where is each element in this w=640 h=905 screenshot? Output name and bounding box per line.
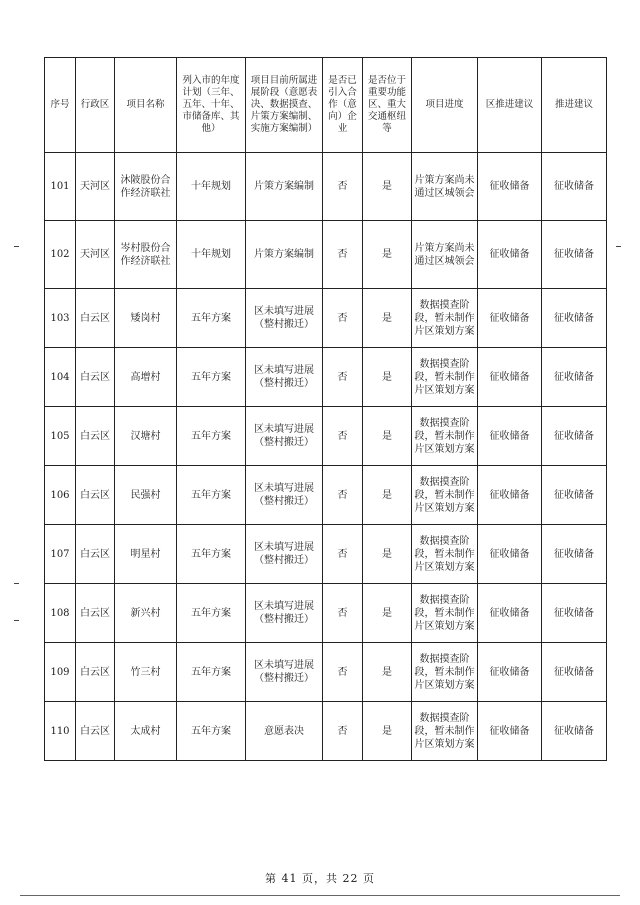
table-cell: 否: [323, 643, 363, 702]
table-cell: 征收储备: [542, 584, 607, 643]
table-cell: 民强村: [115, 466, 177, 525]
table-cell: 五年方案: [177, 289, 246, 348]
table-cell: 五年方案: [177, 643, 246, 702]
table-cell: 征收储备: [542, 466, 607, 525]
table-row: [45, 407, 607, 466]
table-cell: 太成村: [115, 702, 177, 761]
table-cell: 白云区: [76, 525, 115, 584]
table-cell: 数据摸查阶段，暂未制作片区策划方案: [412, 584, 478, 643]
table-cell: 否: [323, 221, 363, 289]
table-row: [45, 221, 607, 289]
table-cell: 白云区: [76, 348, 115, 407]
table-cell: 否: [323, 584, 363, 643]
table-cell: 数据摸查阶段，暂未制作片区策划方案: [412, 407, 478, 466]
margin-mark: [14, 620, 19, 621]
table-cell: 104: [45, 348, 76, 407]
table-cell: 五年方案: [177, 702, 246, 761]
table-cell: 征收储备: [542, 289, 607, 348]
table-cell: 是: [363, 153, 412, 221]
header-cell: 项目名称: [115, 58, 177, 153]
table-cell: 数据摸查阶段，暂未制作片区策划方案: [412, 643, 478, 702]
header-cell: 是否已引入合作（意向）企业: [323, 58, 363, 153]
table-cell: 101: [45, 153, 76, 221]
table-header-row: [45, 58, 607, 153]
table-cell: 是: [363, 221, 412, 289]
table-cell: 征收储备: [478, 153, 542, 221]
table-cell: 数据摸查阶段，暂未制作片区策划方案: [412, 466, 478, 525]
header-cell: 推进建议: [542, 58, 607, 153]
table-cell: 109: [45, 643, 76, 702]
table-cell: 白云区: [76, 289, 115, 348]
table-cell: 征收储备: [542, 221, 607, 289]
table-cell: 五年方案: [177, 525, 246, 584]
table-cell: 征收储备: [478, 289, 542, 348]
table-cell: 否: [323, 466, 363, 525]
project-table: [44, 57, 607, 761]
table-cell: 区未填写进展（整村搬迁）: [246, 348, 323, 407]
table-cell: 白云区: [76, 643, 115, 702]
header-cell: 项目目前所属进展阶段（意愿表决、数据摸查、片策方案编制、实施方案编制）: [246, 58, 323, 153]
table-cell: 103: [45, 289, 76, 348]
table-cell: 十年规划: [177, 153, 246, 221]
table-cell: 是: [363, 643, 412, 702]
table-cell: 片策方案编制: [246, 153, 323, 221]
table-cell: 区未填写进展（整村搬迁）: [246, 289, 323, 348]
table-cell: 白云区: [76, 466, 115, 525]
table-cell: 是: [363, 407, 412, 466]
header-cell: 序号: [45, 58, 76, 153]
table-cell: 是: [363, 702, 412, 761]
table-cell: 区未填写进展（整村搬迁）: [246, 525, 323, 584]
table-row: [45, 584, 607, 643]
table-cell: 否: [323, 348, 363, 407]
table-cell: 区未填写进展（整村搬迁）: [246, 584, 323, 643]
table-cell: 征收储备: [478, 702, 542, 761]
table-cell: 高增村: [115, 348, 177, 407]
table-cell: 是: [363, 584, 412, 643]
table-row: [45, 348, 607, 407]
margin-mark: [14, 246, 19, 247]
header-cell: 是否位于重要功能区、重大交通枢纽等: [363, 58, 412, 153]
table-cell: 108: [45, 584, 76, 643]
margin-mark: [616, 246, 621, 247]
table-cell: 五年方案: [177, 407, 246, 466]
table-cell: 征收储备: [478, 407, 542, 466]
header-cell: 项目进度: [412, 58, 478, 153]
table-cell: 征收储备: [542, 643, 607, 702]
margin-mark: [14, 583, 19, 584]
table-cell: 片策方案尚未通过区城领会: [412, 153, 478, 221]
table-row: [45, 289, 607, 348]
table-row: [45, 153, 607, 221]
table-cell: 汉塘村: [115, 407, 177, 466]
table-cell: 否: [323, 407, 363, 466]
table-cell: 岑村股份合作经济联社: [115, 221, 177, 289]
table-cell: 片策方案编制: [246, 221, 323, 289]
table-body: [45, 153, 607, 761]
table-cell: 数据摸查阶段，暂未制作片区策划方案: [412, 348, 478, 407]
table-cell: 征收储备: [542, 407, 607, 466]
table-cell: 数据摸查阶段，暂未制作片区策划方案: [412, 702, 478, 761]
table-cell: 110: [45, 702, 76, 761]
table-cell: 矮岗村: [115, 289, 177, 348]
page-footer: 第 41 页，共 22 页: [265, 872, 375, 885]
table-cell: 明星村: [115, 525, 177, 584]
table-cell: 征收储备: [478, 643, 542, 702]
table-cell: 五年方案: [177, 584, 246, 643]
table-cell: 征收储备: [542, 525, 607, 584]
table-cell: 否: [323, 153, 363, 221]
table-cell: 天河区: [76, 221, 115, 289]
table-cell: 102: [45, 221, 76, 289]
table-cell: 征收储备: [542, 153, 607, 221]
table-cell: 沐陂股份合作经济联社: [115, 153, 177, 221]
table-cell: 否: [323, 702, 363, 761]
table-cell: 是: [363, 466, 412, 525]
table-cell: 白云区: [76, 702, 115, 761]
table-cell: 十年规划: [177, 221, 246, 289]
table-cell: 征收储备: [478, 348, 542, 407]
table-cell: 征收储备: [542, 702, 607, 761]
table-cell: 白云区: [76, 407, 115, 466]
table-cell: 五年方案: [177, 466, 246, 525]
table-cell: 是: [363, 348, 412, 407]
table-cell: 数据摸查阶段，暂未制作片区策划方案: [412, 525, 478, 584]
table-row: [45, 525, 607, 584]
table-cell: 是: [363, 289, 412, 348]
bottom-rule: [20, 895, 620, 896]
table-row: [45, 702, 607, 761]
table-cell: 片策方案尚未通过区城领会: [412, 221, 478, 289]
table-cell: 区未填写进展（整村搬迁）: [246, 466, 323, 525]
table-cell: 竹三村: [115, 643, 177, 702]
header-cell: 行政区: [76, 58, 115, 153]
header-cell: 区推进建议: [478, 58, 542, 153]
table-cell: 征收储备: [478, 584, 542, 643]
table-cell: 区未填写进展（整村搬迁）: [246, 407, 323, 466]
table-cell: 区未填写进展（整村搬迁）: [246, 643, 323, 702]
table-cell: 征收储备: [478, 525, 542, 584]
table-cell: 白云区: [76, 584, 115, 643]
table-cell: 105: [45, 407, 76, 466]
table-cell: 否: [323, 525, 363, 584]
table-cell: 新兴村: [115, 584, 177, 643]
table-cell: 征收储备: [478, 466, 542, 525]
table-row: [45, 466, 607, 525]
table-cell: 天河区: [76, 153, 115, 221]
table-cell: 107: [45, 525, 76, 584]
table-cell: 征收储备: [542, 348, 607, 407]
table-cell: 数据摸查阶段，暂未制作片区策划方案: [412, 289, 478, 348]
table-cell: 否: [323, 289, 363, 348]
header-cell: 列入市的年度计划（三年、五年、十年、市储备库、其他）: [177, 58, 246, 153]
table-cell: 五年方案: [177, 348, 246, 407]
table-cell: 106: [45, 466, 76, 525]
table-row: [45, 643, 607, 702]
table-cell: 征收储备: [478, 221, 542, 289]
table-cell: 是: [363, 525, 412, 584]
table-cell: 意愿表决: [246, 702, 323, 761]
